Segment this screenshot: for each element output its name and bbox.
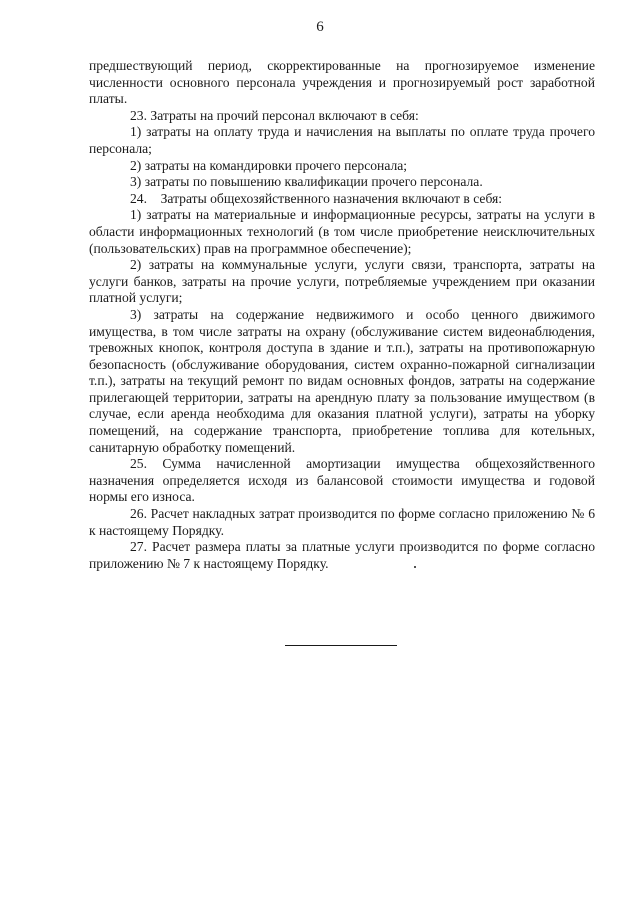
- paragraph-clause-23: 23. Затраты на прочий персонал включают в себя:: [130, 107, 419, 123]
- paragraph-clause-23-item-1: 1) затраты на оплату труда и начисления на выплаты по оплате труда прочего персонала;: [89, 124, 595, 156]
- page-number: 6: [316, 19, 324, 35]
- paragraph-clause-23-item-3: 3) затраты по повышению квалификации прочего персонала.: [130, 174, 483, 190]
- paragraph-clause-24-item-1: 1) затраты на материальные и информационные ресурсы, затраты на услуги в области информационных технологий (в том числе приобретение неисключительных (пользовательских) прав на программное обеспечение);: [89, 207, 595, 256]
- paragraph-clause-23-item-2: 2) затраты на командировки прочего персонала;: [130, 157, 408, 173]
- end-of-document-line: [285, 645, 397, 646]
- document-body: [89, 58, 595, 572]
- paragraph-clause-26: 26. Расчет накладных затрат производится по форме согласно приложению № 6 к настоящему Порядку.: [89, 506, 595, 538]
- paragraph-continuation: предшествующий период, скорректированные на прогнозируемое изменение численности основного персонала учреждения и прогнозируемый рост заработной платы.: [89, 58, 595, 107]
- scan-speck: [414, 566, 416, 568]
- paragraph-clause-27: 27. Расчет размера платы за платные услуги производится по форме согласно приложению № 7 к настоящему Порядку.: [89, 539, 595, 571]
- paragraph-clause-24-item-2: 2) затраты на коммунальные услуги, услуги связи, транспорта, затраты на услуги банков, затраты на прочие услуги, потребляемые учреждением при оказании платной услуги;: [89, 257, 595, 306]
- paragraph-clause-24: 24. Затраты общехозяйственного назначения включают в себя:: [130, 190, 503, 206]
- paragraph-clause-25: 25. Сумма начисленной амортизации имущества общехозяйственного назначения определяется исходя из балансовой стоимости имущества и годовой нормы его износа.: [89, 456, 595, 505]
- paragraph-clause-24-item-3: 3) затраты на содержание недвижимого и особо ценного движимого имущества, в том числе затраты на охрану (обслуживание систем видеонаблюдения, тревожных кнопок, контроля доступа в здание и т.п.), затраты на противопожарную безопасность (обслуживание оборудования, систем охранно-пожарной сигнализации т.п.), затраты на текущий ремонт по видам основных фондов, затраты на содержание прилегающей территории, затраты на арендную плату за пользование имуществом (в случае, если аренда необходима для оказания платной услуги), затраты на уборку помещений, на содержание транспорта, приобретение топлива для котельных, санитарную обработку помещений.: [89, 306, 595, 455]
